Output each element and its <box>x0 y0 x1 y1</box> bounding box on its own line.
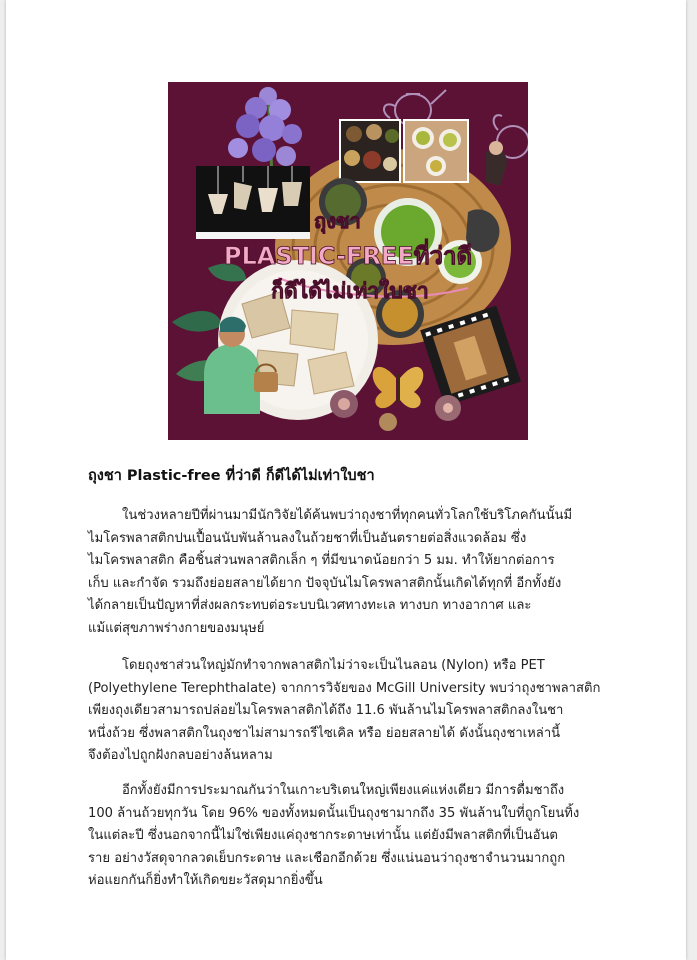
tea-cups-photo <box>404 120 468 182</box>
paragraph-1 <box>88 505 648 640</box>
cover-image <box>168 82 528 440</box>
hanging-tea-bags-photo <box>196 166 310 239</box>
cover-title-line2: PLASTIC-FREEที่ว่าดี <box>223 242 473 270</box>
paragraph-line: เพียงถุงเดียวสามารถปล่อยไมโครพลาสติกได้ถึง 11.6 พันล้านไมโครพลาสติกลงในชา <box>88 703 564 718</box>
paragraph-line: ได้กลายเป็นปัญหาที่ส่งผลกระทบต่อระบบนิเวศทางทะเล ทางบก ทางอากาศ และ <box>88 598 532 613</box>
paragraph-2 <box>88 655 648 768</box>
paragraph-line: หนึ่งถ้วย ซึ่งพลาสติกในถุงชาไม่สามารถรีไซเคิล หรือ ย่อยสลายได้ ดังนั้นถุงชาเหล่านี้ <box>88 725 561 741</box>
document-page <box>6 0 686 960</box>
paragraph-line: เก็บ และกำจัด รวมถึงย่อยสลายได้ยาก ปัจจุบันไมโครพลาสติกนั้นเกิดได้ทุกที่ อีกทั้งยัง <box>88 575 562 591</box>
paragraph-line: ในแต่ละปี ซึ่งนอกจากนี้ไม่ใช่เพียงแค่ถุงชากระดาษเท่านั้น แต่ยังมีพลาสติกที่เป็นอันต <box>88 828 558 843</box>
cover-title-line1: ถุงชา <box>314 209 361 233</box>
paragraph-line: ไมโครพลาสติก คือชิ้นส่วนพลาสติกเล็ก ๆ ที่มีขนาดน้อยกว่า 5 มม. ทำให้ยากต่อการ <box>88 553 555 568</box>
paragraph-line: แม้แต่สุขภาพร่างกายของมนุษย์ <box>88 620 265 636</box>
paragraph-line: โดยถุงชาส่วนใหญ่มักทำจากพลาสติกไม่ว่าจะเป็นไนลอน (Nylon) หรือ PET <box>122 658 545 673</box>
paragraph-line: อีกทั้งยังมีการประมาณกันว่าในเกาะบริเตนใหญ่เพียงแค่แห่งเดียว มีการดื่มชาถึง <box>122 783 565 798</box>
paragraph-line: ในช่วงหลายปีที่ผ่านมามีนักวิจัยได้ค้นพบว่าถุงชาที่ทุกคนทั่วโลกใช้บริโภคกันนั้นมี <box>122 508 573 523</box>
paragraph-line: ห่อแยกกันก็ยิ่งทำให้เกิดขยะวัสดุมากยิ่งขึ้น <box>88 873 323 888</box>
paragraph-line: จึงต้องไปถูกฝังกลบอย่างล้นหลาม <box>88 748 273 763</box>
paragraph-line: 100 ล้านถ้วยทุกวัน โดย 96% ของทั้งหมดนั้นเป็นถุงชามากถึง 35 พันล้านใบที่ถูกโยนทิ้ง <box>88 805 580 821</box>
article-heading: ถุงชา Plastic-free ที่ว่าดี ก็ดีได้ไม่เท่าใบชา <box>88 468 375 484</box>
paragraph-3 <box>88 780 648 893</box>
paragraph-line: ราย อย่างวัสดุจากลวดเย็บกระดาษ และเชือกอีกด้วย ซึ่งแน่นอนว่าถุงชาจำนวนมากถูก <box>88 850 566 866</box>
tea-spices-photo <box>340 120 400 182</box>
cover-title-line3: ก็ดีได้ไม่เท่าใบชา <box>271 279 429 303</box>
paragraph-line: ไมโครพลาสติกปนเปื้อนนับพันล้านลงในถ้วยชาที่เป็นอันตรายต่อสิ่งแวดล้อม ซึ่ง <box>88 530 527 546</box>
paragraph-line: (Polyethylene Terephthalate) จากการวิจัยของ McGill University พบว่าถุงชาพลาสติก <box>88 680 601 696</box>
